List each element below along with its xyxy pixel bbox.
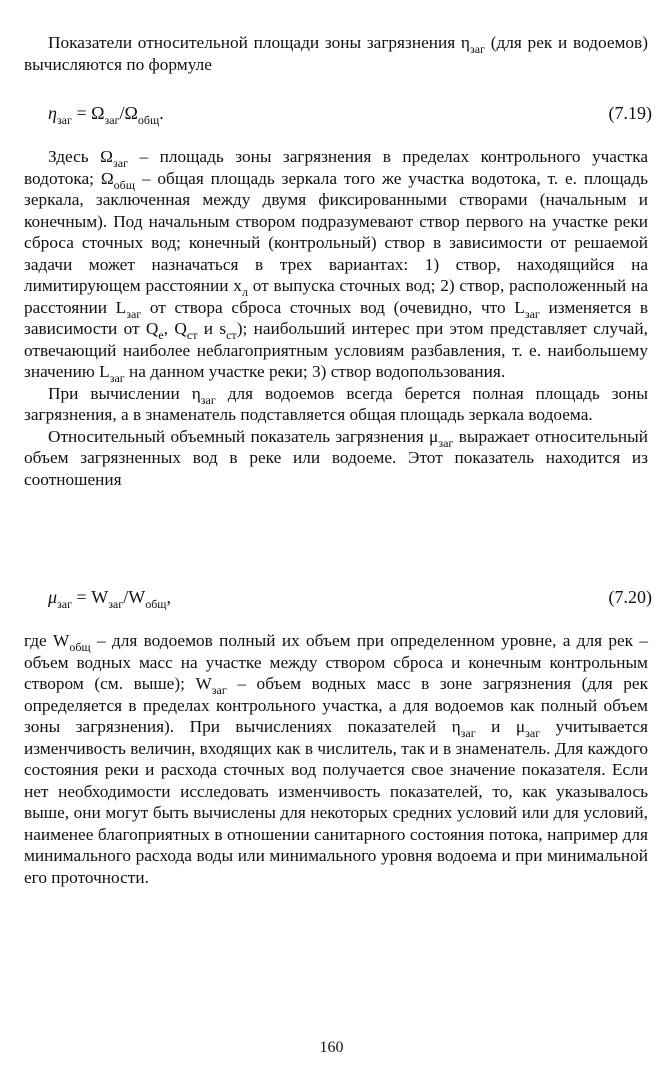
- formula-7-20: [48, 584, 652, 610]
- formula-7-19-expression: $\eta_{заг} = \Omega_{заг}/\Omega_{общ}$.: [48, 103, 164, 127]
- paragraph-volume-indicator: Относительный объемный показатель загрязнения $\mu_{заг}$ выражает относительный объем загрязненных вод в реке или водоеме. Этот показатель находится из соотношения: [24, 426, 649, 489]
- paragraph-where: где $W_{общ}$ – для водоемов полный их объем при определенном уровне, а для рек – объем водных масс на участке между створом сброса и конечным контрольным створом (см. выше); $W_{заг}$ – объем водных масс в зоне загрязнения (для рек определяется в пределах контрольного участка, а для водоемов как полный объем зоны загрязнения). При вычислениях показателей $\eta_{заг}$ и $\mu_{заг}$ учитывается изменчивость величин, входящих как в числитель, так и в знаменатель. Для каждого состояния реки и расхода сточных вод получается свое значение показателя. Если нет необходимости исследовать изменчивость показателей, то, как указывалось выше, они могут быть вычислены для некоторых средних условий или для условий, наименее благоприятных в отношении санитарного состояния потока, например для минимального расхода воды или минимального уровня водоема и при минимальной его проточности.: [24, 631, 648, 887]
- text-block-definitions: [24, 146, 648, 490]
- page-number: 160: [319, 1039, 344, 1056]
- paragraph-reservoirs: При вычислении $\eta_{заг}$ для водоемов всегда берется полная площадь зоны загрязнения, а в знаменатель подставляется общая площадь зеркала водоема.: [24, 383, 648, 424]
- text-block-intro: [24, 32, 648, 75]
- equation-number-7-20: (7.20): [608, 587, 652, 607]
- text-block-explanation: [24, 630, 648, 888]
- formula-7-19: [48, 100, 652, 126]
- formula-7-20-expression: $\mu_{заг} = W_{заг}/W_{общ}$,: [48, 587, 172, 611]
- paragraph-definitions: Здесь $\Omega_{заг}$ – площадь зоны загрязнения в пределах контрольного участка водотока; $\Omega_{общ}$ – общая площадь зеркала того же участка водотока, т. е. площадь зеркала, заключенная между двумя фиксированными створами (начальным и конечным). Под начальным створом подразумевают створ первого на участке реки сброса сточных вод; конечный (контрольный) створ в зависимости от решаемой задачи может назначаться в трех вариантах: 1) створ, находящийся на лимитирующем расстоянии $x_л$ от выпуска сточных вод; 2) створ, расположенный на расстоянии $L_{заг}$ от створа сброса сточных вод (очевидно, что $L_{заг}$ изменяется в зависимости от $Q_е$, $Q_{ст}$ и $s_{ст}$); наибольший интерес при этом представляет случай, отвечающий наиболее неблагоприятным условиям разбавления, т. е. наибольшему значению $L_{заг}$ на данном участке реки; 3) створ водопользования.: [24, 147, 648, 385]
- equation-number-7-19: (7.19): [608, 103, 652, 123]
- paragraph-intro: Показатели относительной площади зоны загрязнения $\eta_{заг}$ (для рек и водоемов) вычисляются по формуле: [24, 33, 648, 74]
